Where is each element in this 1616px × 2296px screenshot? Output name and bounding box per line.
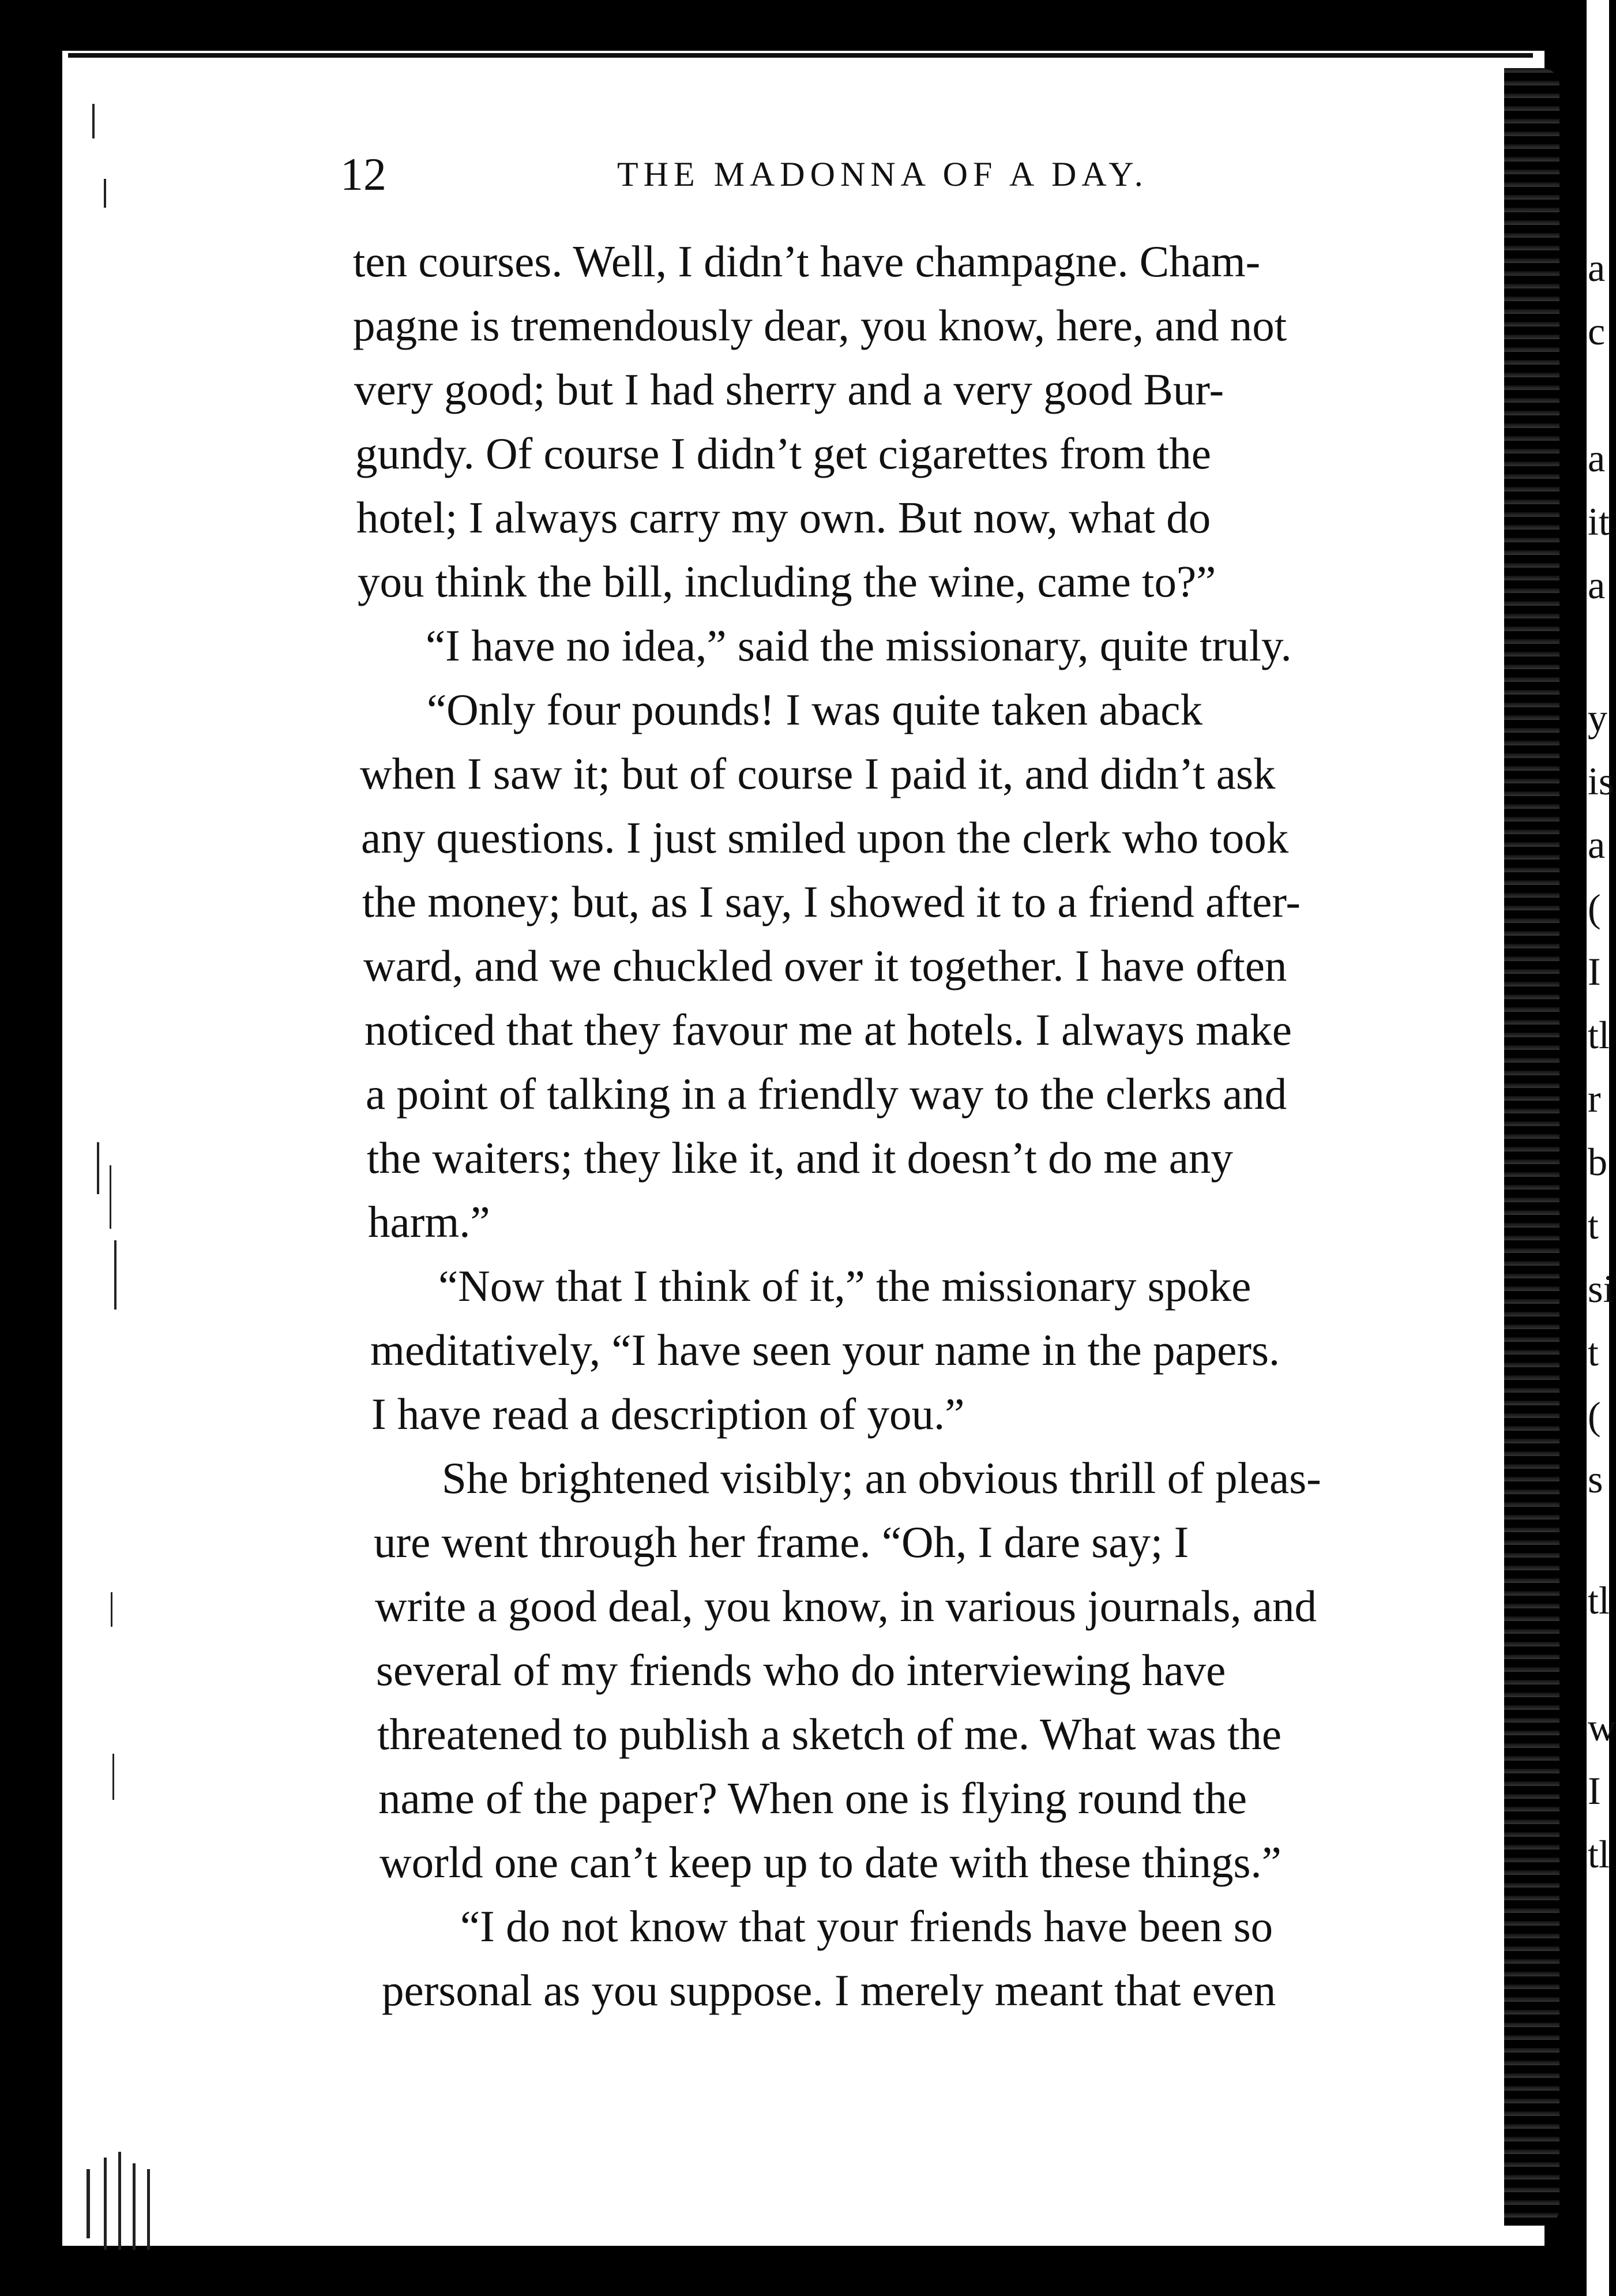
facing-page-fragment: t xyxy=(1588,1330,1599,1374)
text-line: several of my friends who do interviewing have xyxy=(376,1645,1226,1695)
text-line: name of the paper? When one is flying round the xyxy=(378,1773,1247,1823)
facing-page-fragment: y xyxy=(1588,696,1607,740)
facing-page-fragment: ( xyxy=(1588,886,1601,930)
facing-page-edge xyxy=(1583,0,1616,2296)
facing-page-fragment: ( xyxy=(1588,1394,1601,1438)
facing-page-fragment: s xyxy=(1588,1457,1603,1501)
text-line: the waiters; they like it, and it doesn’t do me any xyxy=(367,1133,1233,1183)
text-line: harm.” xyxy=(368,1197,490,1247)
text-line: very good; but I had sherry and a very good Bur- xyxy=(354,365,1224,414)
page-gutter-shadow xyxy=(1504,68,1559,2226)
facing-page-fragment: is xyxy=(1588,759,1614,803)
text-line: world one can’t keep up to date with these things.” xyxy=(379,1837,1281,1887)
text-line: when I saw it; but of course I paid it, and didn’t ask xyxy=(360,749,1276,798)
facing-page-fragment: tl xyxy=(1588,1832,1610,1876)
text-line: “I have no idea,” said the missionary, quite truly. xyxy=(426,621,1292,670)
facing-page-fragment: b xyxy=(1588,1140,1607,1184)
page-top-edge xyxy=(68,53,1533,58)
text-line: any questions. I just smiled upon the clerk who took xyxy=(361,813,1289,862)
facing-page-fragment: I xyxy=(1588,950,1601,993)
facing-page-fragment: w xyxy=(1588,1705,1616,1749)
text-line: ure went through her frame. “Oh, I dare say; I xyxy=(374,1517,1189,1567)
facing-page-fragment: t xyxy=(1588,1203,1599,1247)
facing-page-fragment: tl xyxy=(1588,1013,1610,1057)
facing-page-fragment: a xyxy=(1588,563,1606,607)
text-line: threatened to publish a sketch of me. What was the xyxy=(377,1709,1282,1759)
text-line: a point of talking in a friendly way to the clerks and xyxy=(366,1069,1287,1119)
page-edge-marks xyxy=(69,58,196,2238)
text-line: “Only four pounds! I was quite taken aback xyxy=(427,685,1202,734)
facing-page-fragment: it xyxy=(1588,500,1610,543)
text-line: noticed that they favour me at hotels. I always make xyxy=(364,1005,1292,1055)
text-line: gundy. Of course I didn’t get cigarettes from the xyxy=(355,429,1211,478)
text-line: personal as you suppose. I merely meant that even xyxy=(382,1965,1276,2015)
text-line: the money; but, as I say, I showed it to a friend after- xyxy=(362,877,1301,926)
facing-page-fragment: c xyxy=(1588,309,1606,353)
text-line: hotel; I always carry my own. But now, what do xyxy=(356,493,1211,542)
running-head: THE MADONNA OF A DAY. xyxy=(617,155,1148,193)
body-text xyxy=(353,230,1506,2023)
text-line: pagne is tremendously dear, you know, here, and not xyxy=(353,301,1287,350)
text-line: “Now that I think of it,” the missionary spoke xyxy=(438,1261,1252,1311)
page-number: 12 xyxy=(340,149,386,200)
text-line: write a good deal, you know, in various journals, and xyxy=(375,1581,1317,1631)
facing-page-fragment: si xyxy=(1588,1267,1614,1311)
text-line: I have read a description of you.” xyxy=(371,1389,965,1439)
facing-page-fragment: r xyxy=(1588,1076,1601,1120)
facing-page-fragment: a xyxy=(1588,436,1606,480)
page-header xyxy=(340,149,1315,207)
facing-page-fragment: I xyxy=(1588,1769,1601,1813)
text-line: She brightened visibly; an obvious thrill of pleas- xyxy=(442,1453,1321,1503)
text-line: ward, and we chuckled over it together. I have often xyxy=(363,941,1287,991)
facing-page-fragment: a xyxy=(1588,246,1606,290)
text-line: “I do not know that your friends have been so xyxy=(460,1901,1273,1951)
text-line: you think the bill, including the wine, came to?” xyxy=(358,557,1216,606)
facing-page-fragment: tl xyxy=(1588,1578,1610,1622)
text-line: ten courses. Well, I didn’t have champagne. Cham- xyxy=(353,237,1261,286)
facing-page-fragment: a xyxy=(1588,823,1606,866)
text-line: meditatively, “I have seen your name in the papers. xyxy=(370,1325,1280,1375)
